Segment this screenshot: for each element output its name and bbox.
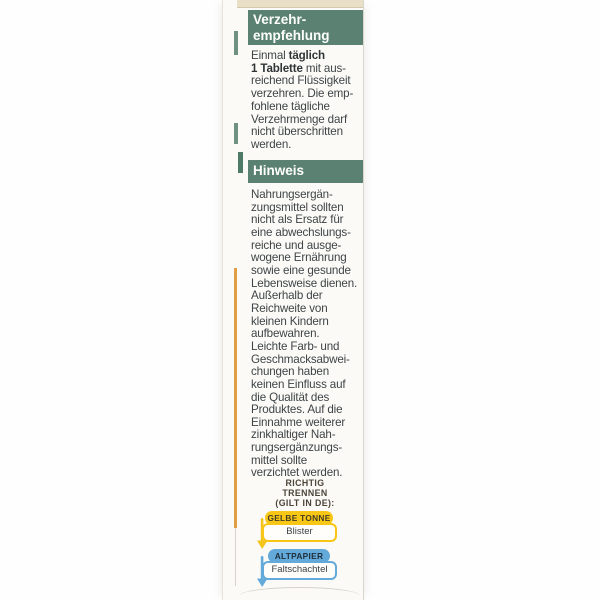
dosage-lines: reichend Flüssigkeit verzehren. Die emp- fohlene tägliche Verzehrmenge darf nicht überschritten werden. [251, 74, 354, 151]
recycling-heading: RICHTIG TRENNEN (GILT IN DE): [275, 478, 335, 508]
section-header-hinweis: Hinweis [248, 160, 363, 183]
package-side-panel [222, 0, 364, 600]
bin-item-box: Faltschachtel [262, 561, 337, 580]
dosage-instructions-text [251, 50, 367, 152]
bin-item-box: Blister [262, 523, 337, 542]
section-header-verzehrempfehlung: Verzehr- empfehlung [248, 10, 363, 45]
recycling-bin-gelbe-tonne [223, 510, 365, 552]
bottom-flap-crease [239, 587, 360, 598]
bin-label-badge: GELBE TONNE [265, 511, 333, 525]
dosage-line: Einmal täglich [251, 49, 325, 62]
recycling-bin-altpapier [223, 548, 365, 590]
box-top-flap-edge [237, 0, 363, 8]
fold-orange-line [234, 268, 237, 528]
bin-label-badge: ALTPAPIER [268, 549, 330, 563]
fold-print-mark [234, 123, 238, 144]
hint-text: Nahrungsergän- zungsmittel sollten nicht als Ersatz für eine abwechslungs- reiche und ausge- wogene Ernährung sowie eine gesunde Lebensweise dienen. Außerhalb der Reichweite von kleinen Kindern aufbewahren. Leichte Farb- und Geschmacksabwei- chungen haben keinen Einfluss auf die Qualität des Produktes. Auf die Einnahme weiterer zinkhaltiger Nah- rungsergänzungs- mittel sollte verzichtet werden. [251, 188, 358, 480]
fold-print-mark [238, 152, 243, 173]
fold-print-mark [234, 31, 238, 55]
dosage-line: 1 Tablette mit aus- [251, 61, 346, 75]
